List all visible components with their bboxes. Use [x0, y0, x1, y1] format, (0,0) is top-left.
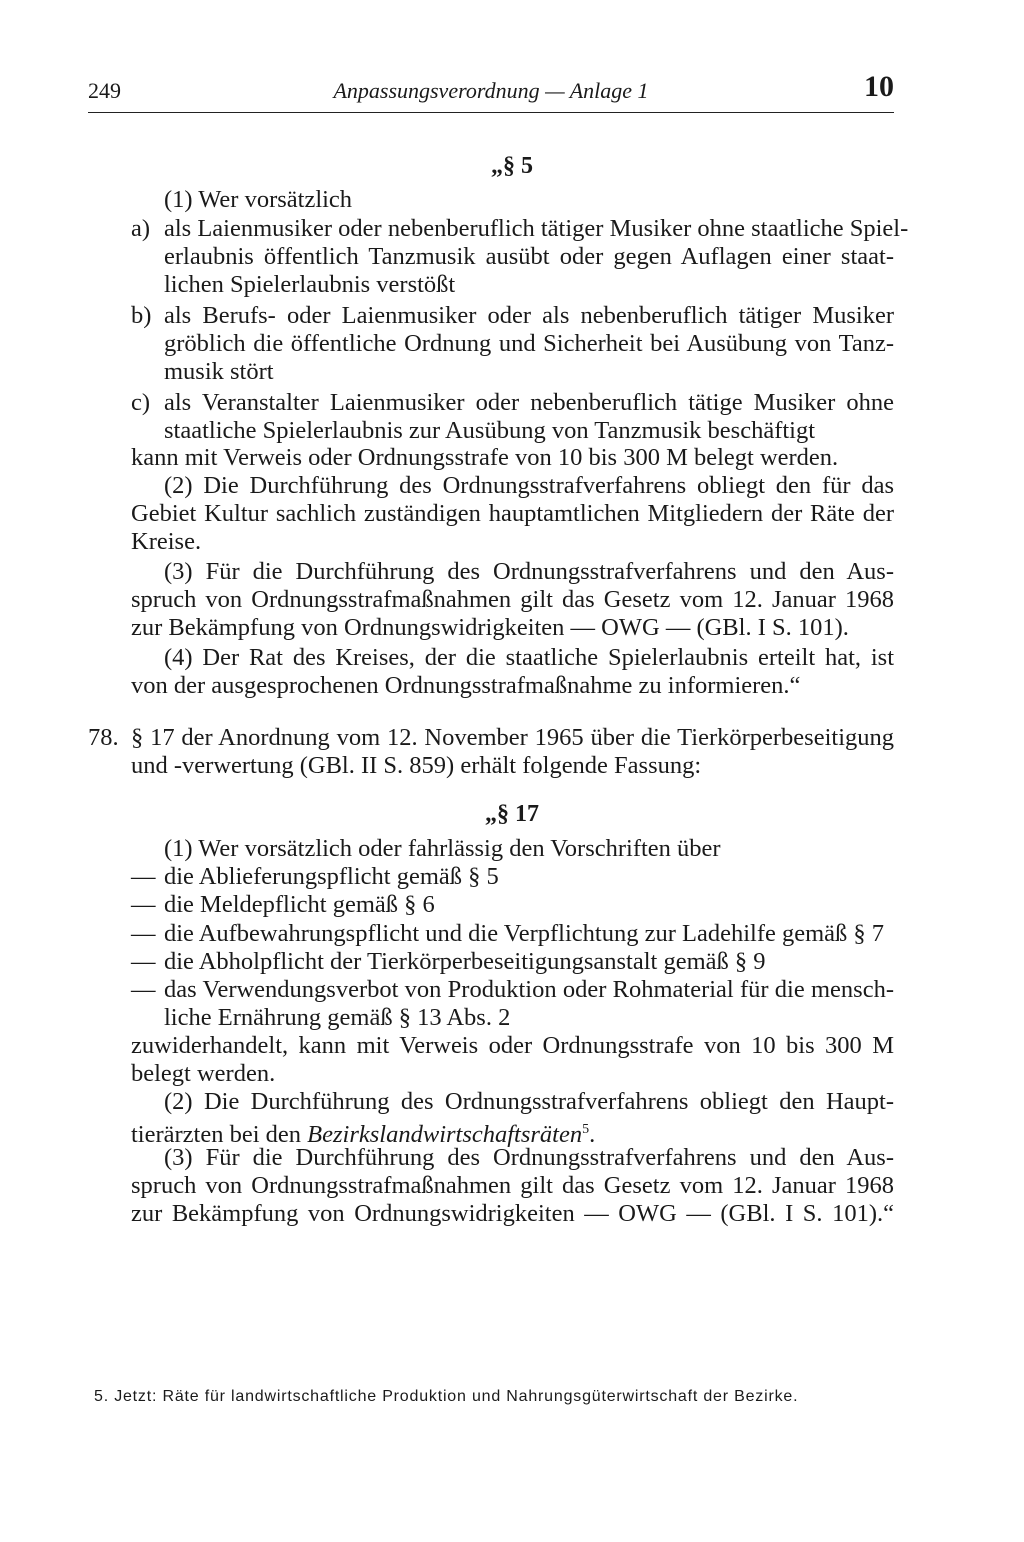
- s5-item-a-line-3: lichen Spielerlaubnis verstößt: [164, 271, 456, 298]
- s5-p4-line-1: (4) Der Rat des Kreises, der die staatliche Spielerlaubnis erteilt hat, ist: [164, 644, 894, 671]
- running-header: [88, 70, 894, 113]
- s17-dash-5-line-1: das Verwendungsverbot von Produktion oder Rohmaterial für die mensch-: [164, 976, 894, 1003]
- section-17-heading: „§ 17: [485, 801, 539, 827]
- s17-dash-2-marker: —: [131, 891, 156, 918]
- s17-dash-3-marker: —: [131, 920, 156, 947]
- s17-dash-5-line-2: liche Ernährung gemäß § 13 Abs. 2: [164, 1004, 511, 1031]
- s17-p3-line-2: spruch von Ordnungsstrafmaßnahmen gilt das Gesetz vom 12. Januar 1968: [131, 1172, 894, 1199]
- s17-p1-intro: (1) Wer vorsätzlich oder fahrlässig den Vorschriften über: [164, 835, 721, 862]
- item-78-line-2: und -verwertung (GBl. II S. 859) erhält folgende Fassung:: [131, 752, 702, 779]
- s17-p3-line-1: (3) Für die Durchführung des Ordnungsstrafverfahrens und den Aus-: [164, 1144, 894, 1171]
- s17-p2-italic: Bezirkslandwirtschaftsräten: [307, 1121, 583, 1149]
- s17-p3-line-3: zur Bekämpfung von Ordnungswidrigkeiten — OWG — (GBl. I S. 101).“: [131, 1200, 894, 1227]
- s17-dash-1: die Ablieferungspflicht gemäß § 5: [164, 863, 499, 890]
- s5-item-c-line-1: als Veranstalter Laienmusiker oder nebenberuflich tätige Musiker ohne: [164, 389, 894, 416]
- s17-p1-close-line-1: zuwiderhandelt, kann mit Verweis oder Ordnungsstrafe von 10 bis 300 M: [131, 1032, 894, 1059]
- s17-dash-4: die Abholpflicht der Tierkörperbeseitigungsanstalt gemäß § 9: [164, 948, 766, 975]
- s17-dash-3: die Aufbewahrungspflicht und die Verpflichtung zur Ladehilfe gemäß § 7: [164, 920, 885, 947]
- footnote-label: 5. Jetzt:: [94, 1388, 158, 1405]
- s5-p2-line-1: (2) Die Durchführung des Ordnungsstrafverfahrens obliegt den für das: [164, 472, 894, 499]
- s17-p1-close-line-2: belegt werden.: [131, 1060, 276, 1087]
- section-5-heading: „§ 5: [491, 153, 533, 179]
- s5-p3-line-2: spruch von Ordnungsstrafmaßnahmen gilt das Gesetz vom 12. Januar 1968: [131, 586, 894, 613]
- footnote-text: Räte für landwirtschaftliche Produktion und Nahrungsgüterwirtschaft der Bezirke.: [157, 1388, 799, 1405]
- chapter-number: 10: [864, 70, 894, 103]
- s5-p2-line-2: Gebiet Kultur sachlich zuständigen hauptamtlichen Mitgliedern der Räte der: [131, 500, 894, 527]
- s5-item-c-marker: c): [131, 389, 151, 416]
- s5-p1-intro: (1) Wer vorsätzlich: [164, 186, 353, 213]
- s17-p2-end: .: [589, 1121, 596, 1149]
- item-78-number: 78.: [88, 724, 119, 751]
- s5-p3-line-1: (3) Für die Durchführung des Ordnungsstrafverfahrens und den Aus-: [164, 558, 894, 585]
- s5-p3-line-3: zur Bekämpfung von Ordnungswidrigkeiten — OWG — (GBl. I S. 101).: [131, 614, 849, 641]
- s5-item-a-line-1: als Laienmusiker oder nebenberuflich tätiger Musiker ohne staatliche Spiel-: [164, 215, 909, 242]
- s17-dash-1-marker: —: [131, 863, 156, 890]
- s5-item-b-line-3: musik stört: [164, 358, 274, 385]
- s5-item-b-line-2: gröblich die öffentliche Ordnung und Sicherheit bei Ausübung von Tanz-: [164, 330, 894, 357]
- s5-p4-line-2: von der ausgesprochenen Ordnungsstrafmaßnahme zu informieren.“: [131, 672, 801, 699]
- s5-item-b-line-1: als Berufs- oder Laienmusiker oder als nebenberuflich tätiger Musiker: [164, 302, 894, 329]
- footnote-ref: 5: [582, 1122, 590, 1137]
- s5-item-a-marker: a): [131, 215, 151, 242]
- s17-p2-prefix: tierärzten bei den: [131, 1121, 308, 1149]
- page-number: 249: [88, 78, 121, 103]
- footnote: [94, 1388, 894, 1406]
- s5-p2-line-3: Kreise.: [131, 528, 202, 555]
- s17-dash-2: die Meldepflicht gemäß § 6: [164, 891, 435, 918]
- s17-dash-5-marker: —: [131, 976, 156, 1003]
- s5-item-b-marker: b): [131, 302, 152, 329]
- s5-p1-close: kann mit Verweis oder Ordnungsstrafe von 10 bis 300 M belegt werden.: [131, 444, 839, 471]
- item-78-line-1: § 17 der Anordnung vom 12. November 1965 über die Tierkörperbeseitigung: [131, 724, 894, 751]
- s5-item-a-line-2: erlaubnis öffentlich Tanzmusik ausübt oder gegen Auflagen einer staat-: [164, 243, 894, 270]
- s17-dash-4-marker: —: [131, 948, 156, 975]
- header-title: Anpassungsverordnung — Anlage 1: [333, 78, 649, 103]
- s5-item-c-line-2: staatliche Spielerlaubnis zur Ausübung von Tanzmusik beschäftigt: [164, 417, 816, 444]
- s17-p2-line-1: (2) Die Durchführung des Ordnungsstrafverfahrens obliegt den Haupt-: [164, 1088, 894, 1115]
